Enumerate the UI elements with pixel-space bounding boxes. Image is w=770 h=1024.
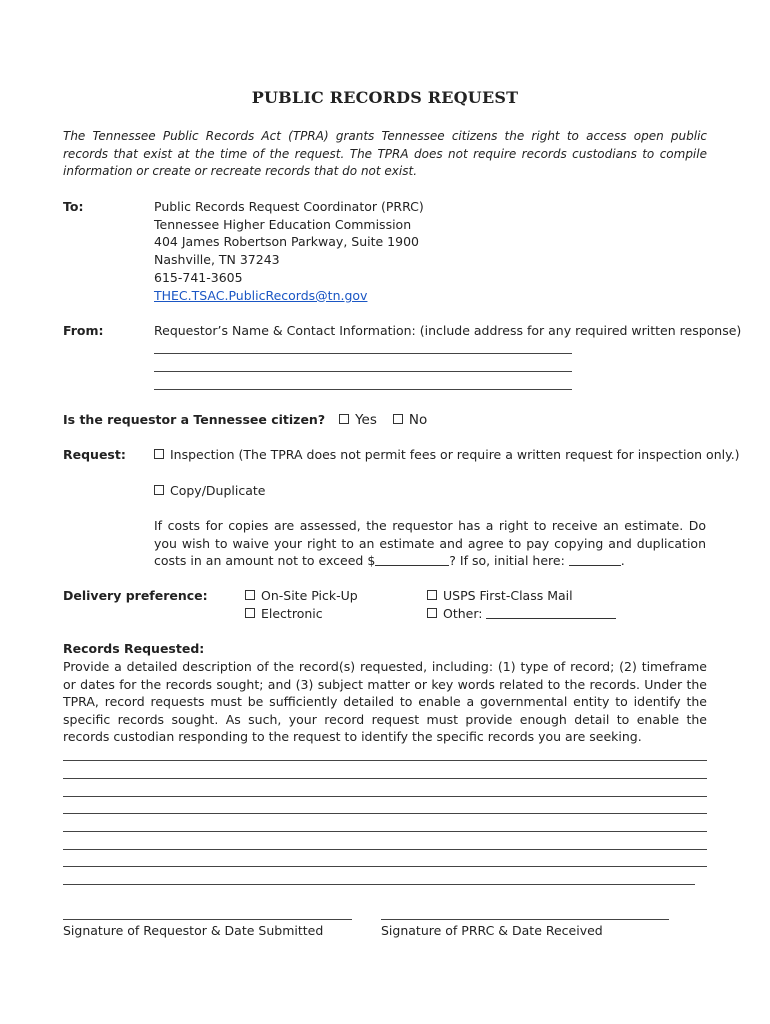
intro-paragraph: The Tennessee Public Records Act (TPRA) grants Tennessee citizens the right to access open public records that exist at the time of the request. The TPRA does not require records custodians to compile information or create or recreate records that do not exist. [63, 129, 707, 178]
prrc-signature-line[interactable] [381, 919, 669, 920]
citizen-no-label: No [408, 412, 428, 428]
onsite-option [245, 587, 358, 605]
inspection-label: Inspection (The TPRA does not permit fees or require a written request for inspection only.) [170, 447, 740, 462]
cost-text-2: ? If so, initial here: [449, 553, 569, 569]
copy-checkbox[interactable] [154, 485, 164, 495]
electronic-checkbox[interactable] [245, 608, 255, 618]
citizen-yes-label: Yes [355, 412, 377, 428]
from-contact-line-1[interactable] [154, 353, 572, 354]
request-label: Request: [63, 447, 126, 462]
cost-estimate-paragraph [154, 517, 706, 570]
citizen-question-row [63, 411, 427, 430]
onsite-checkbox[interactable] [245, 590, 255, 600]
to-email-link[interactable]: THEC.TSAC.PublicRecords@tn.gov [154, 287, 368, 303]
records-line-3[interactable] [63, 796, 707, 797]
usps-checkbox[interactable] [427, 590, 437, 600]
onsite-label: On-Site Pick-Up [261, 588, 358, 603]
records-line-1[interactable] [63, 760, 707, 761]
records-line-5[interactable] [63, 831, 707, 832]
from-contact-line-3[interactable] [154, 389, 572, 390]
to-line-coordinator: Public Records Request Coordinator (PRRC) [154, 199, 424, 214]
other-field[interactable] [486, 607, 616, 619]
records-line-4[interactable] [63, 813, 707, 814]
electronic-option [245, 605, 323, 623]
usps-option [427, 587, 573, 605]
inspection-checkbox[interactable] [154, 449, 164, 459]
to-line-street: 404 James Robertson Parkway, Suite 1900 [154, 234, 419, 250]
requestor-signature-label: Signature of Requestor & Date Submitted [63, 923, 324, 938]
requestor-signature-line[interactable] [63, 919, 352, 920]
from-label: From: [63, 323, 104, 338]
records-line-7[interactable] [63, 866, 707, 867]
delivery-label: Delivery preference: [63, 588, 208, 603]
other-label: Other: [443, 606, 487, 621]
to-address-block [154, 198, 424, 304]
from-instructions: Requestor’s Name & Contact Information: (include address for any required written response) [154, 323, 742, 338]
other-option [427, 605, 616, 623]
records-heading: Records Requested: [63, 641, 205, 656]
initials-field[interactable] [569, 554, 621, 566]
cost-text-end: . [620, 553, 625, 569]
cost-limit-field[interactable] [375, 554, 449, 566]
records-line-8[interactable] [63, 884, 695, 885]
copy-option [154, 482, 265, 500]
electronic-label: Electronic [261, 606, 323, 621]
records-description: Provide a detailed description of the record(s) requested, including: (1) type of record; (2) timeframe or dates for the records sought; and (3) subject matter or key words related to the records. Under the TPRA, record requests must be sufficiently detailed to enable a governmental entity to identify the specific records sought. As such, your record request must provide enough detail to enable the records custodian responding to the request to identify the specific records you are seeking. [63, 659, 707, 745]
to-label: To: [63, 199, 84, 214]
copy-label: Copy/Duplicate [170, 483, 266, 498]
usps-label: USPS First-Class Mail [443, 588, 573, 603]
cost-text-1: If costs for copies are assessed, the requestor has a right to receive an estimate. Do you wish to waive your right to an estimate and agree to pay copying and duplication costs in an amount not to exceed $ [154, 518, 706, 569]
from-contact-line-2[interactable] [154, 371, 572, 372]
other-checkbox[interactable] [427, 608, 437, 618]
inspection-option [154, 446, 740, 464]
to-phone: 615-741-3605 [154, 269, 243, 285]
citizen-yes-checkbox[interactable] [339, 414, 349, 424]
records-line-2[interactable] [63, 778, 707, 779]
page-title: PUBLIC RECORDS REQUEST [251, 88, 519, 107]
prrc-signature-label: Signature of PRRC & Date Received [381, 923, 603, 938]
citizen-no-checkbox[interactable] [393, 414, 403, 424]
citizen-question: Is the requestor a Tennessee citizen? [63, 412, 326, 427]
to-line-city: Nashville, TN 37243 [154, 252, 280, 268]
records-line-6[interactable] [63, 849, 707, 850]
to-line-agency: Tennessee Higher Education Commission [154, 216, 412, 232]
